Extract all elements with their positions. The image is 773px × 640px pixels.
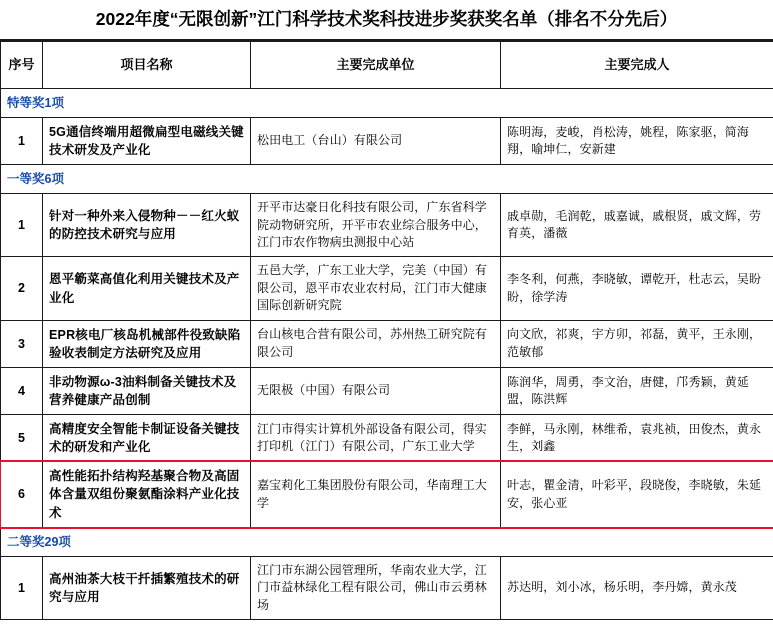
row-index: 2 bbox=[1, 257, 43, 320]
row-unit: 嘉宝莉化工集团股份有限公司，华南理工大学 bbox=[251, 462, 501, 527]
table-row bbox=[1, 415, 773, 462]
table-row bbox=[1, 556, 773, 619]
row-project-name: 高性能拓扑结构羟基聚合物及高固体含量双组份聚氨酯涂料产业化技术 bbox=[43, 462, 251, 527]
table-row-highlighted bbox=[1, 462, 773, 527]
row-person: 戚卓勋，毛润乾，戚嘉诚，戚根贤，戚文辉，劳育英，潘薇 bbox=[501, 194, 773, 257]
section-heading-label: 特等奖1项 bbox=[1, 89, 773, 118]
awards-table bbox=[0, 41, 773, 620]
row-person: 向文欣，祁爽，宇方卯，祁磊，黄平，王永刚，范敏郁 bbox=[501, 320, 773, 367]
table-header-row bbox=[1, 42, 773, 89]
row-person: 叶志，瞿金清，叶彩平，段晓俊，李晓敏，朱延安，张心亚 bbox=[501, 462, 773, 527]
row-unit: 江门市东湖公园管理所，华南农业大学，江门市益林绿化工程有限公司，佛山市云勇林场 bbox=[251, 556, 501, 619]
page-title: 2022年度“无限创新”江门科学技术奖科技进步奖获奖名单（排名不分先后） bbox=[0, 0, 773, 41]
column-header-unit: 主要完成单位 bbox=[251, 42, 501, 89]
column-header-project-name: 项目名称 bbox=[43, 42, 251, 89]
table-row bbox=[1, 118, 773, 165]
row-index: 3 bbox=[1, 320, 43, 367]
row-person: 李鲜，马永刚，林维希，袁兆祯，田俊杰，黄永生，刘鑫 bbox=[501, 415, 773, 462]
table-header bbox=[1, 42, 773, 89]
table-body bbox=[1, 89, 773, 620]
row-index: 1 bbox=[1, 194, 43, 257]
section-heading-row bbox=[1, 165, 773, 194]
row-unit: 江门市得实计算机外部设备有限公司，得实打印机（江门）有限公司，广东工业大学 bbox=[251, 415, 501, 462]
row-index: 6 bbox=[1, 462, 43, 527]
table-row bbox=[1, 320, 773, 367]
section-heading-label: 一等奖6项 bbox=[1, 165, 773, 194]
row-unit: 台山核电合营有限公司，苏州热工研究院有限公司 bbox=[251, 320, 501, 367]
row-person: 陈明海，麦峻，肖松涛，姚程，陈家驱，简海翔，喻坤仁，安新建 bbox=[501, 118, 773, 165]
row-index: 5 bbox=[1, 415, 43, 462]
row-unit: 无限极（中国）有限公司 bbox=[251, 367, 501, 414]
row-unit: 开平市达豪日化科技有限公司，广东省科学院动物研究所，开平市农业综合服务中心，江门市农作物病虫测报中心站 bbox=[251, 194, 501, 257]
row-index: 1 bbox=[1, 118, 43, 165]
row-unit: 松田电工（台山）有限公司 bbox=[251, 118, 501, 165]
section-heading-row bbox=[1, 89, 773, 118]
section-heading-label: 二等奖29项 bbox=[1, 527, 773, 556]
row-project-name: 高精度安全智能卡制证设备关键技术的研发和产业化 bbox=[43, 415, 251, 462]
row-project-name: 5G通信终端用超微扁型电磁线关键技术研发及产业化 bbox=[43, 118, 251, 165]
row-person: 苏达明，刘小冰，杨乐明，李丹嫦，黄永茂 bbox=[501, 556, 773, 619]
row-person: 陈润华，周勇，李文治，唐健，邝秀颖，黄延盟，陈洪辉 bbox=[501, 367, 773, 414]
row-index: 1 bbox=[1, 556, 43, 619]
table-row bbox=[1, 257, 773, 320]
row-unit: 五邑大学，广东工业大学，完美（中国）有限公司，恩平市农业农村局，江门市大健康国际创新研究院 bbox=[251, 257, 501, 320]
table-row bbox=[1, 194, 773, 257]
row-project-name: 针对一种外来入侵物种－－红火蚁的防控技术研究与应用 bbox=[43, 194, 251, 257]
section-heading-row bbox=[1, 527, 773, 556]
row-project-name: 高州油茶大枝干扦插繁殖技术的研究与应用 bbox=[43, 556, 251, 619]
column-header-index: 序号 bbox=[1, 42, 43, 89]
row-project-name: 非动物源ω-3油料制备关键技术及营养健康产品创制 bbox=[43, 367, 251, 414]
row-project-name: 恩平簕菜高值化利用关键技术及产业化 bbox=[43, 257, 251, 320]
row-index: 4 bbox=[1, 367, 43, 414]
table-row bbox=[1, 367, 773, 414]
row-project-name: EPR核电厂核岛机械部件役致缺陷验收表制定方法研究及应用 bbox=[43, 320, 251, 367]
row-person: 李冬利，何燕，李晓敏，谭乾开，杜志云，吴盼盼，徐学涛 bbox=[501, 257, 773, 320]
column-header-person: 主要完成人 bbox=[501, 42, 773, 89]
